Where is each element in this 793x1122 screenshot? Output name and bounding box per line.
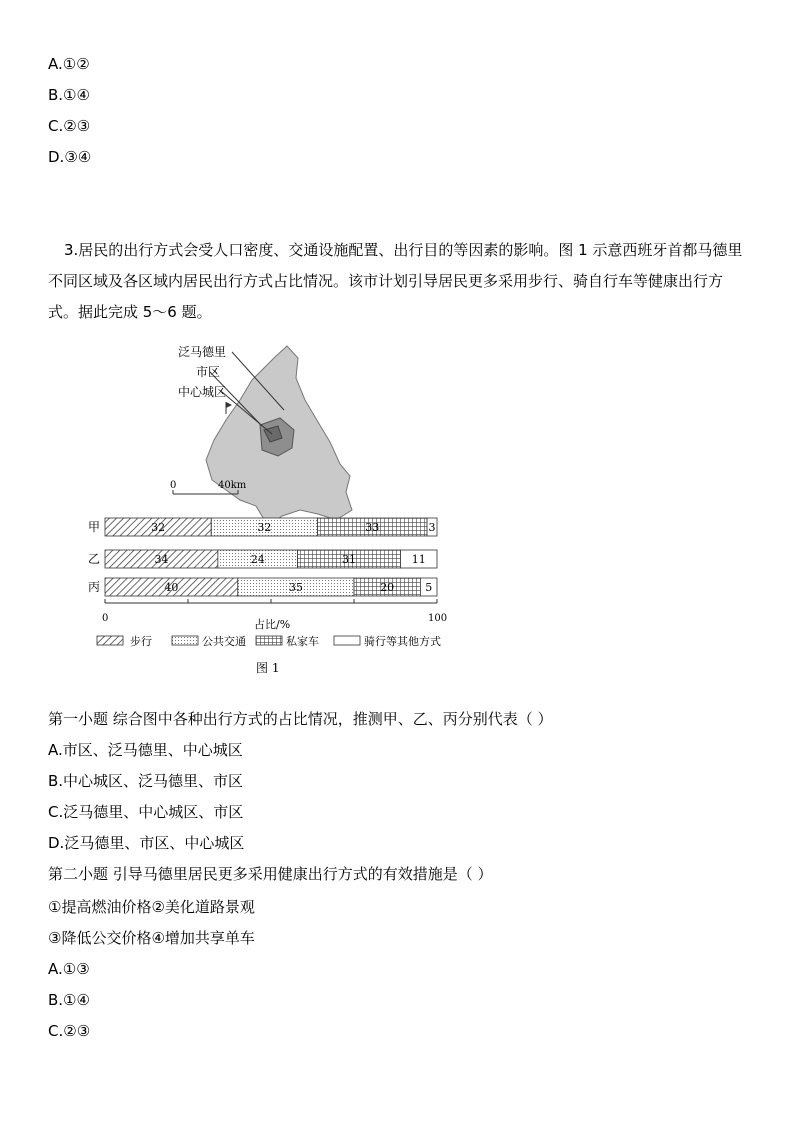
legend-label-bus: 公共交通: [202, 635, 246, 648]
madrid-map: [170, 345, 352, 526]
bar-value-other-1: 11: [411, 553, 426, 566]
x-tick-100: 100: [428, 613, 448, 624]
q2-stem: 第二小题 引导马德里居民更多采用健康出行方式的有效措施是（ ）: [48, 865, 493, 883]
bar-value-other-2: 5: [425, 581, 433, 594]
prev-option-b: B.①④: [48, 86, 90, 104]
prev-option-d: D.③④: [48, 148, 92, 166]
bar-value-car-2: 20: [380, 581, 395, 594]
legend-swatch-bus: [172, 636, 198, 645]
category-label-0: 甲: [88, 520, 101, 534]
q2-option-c: C.②③: [48, 1022, 91, 1040]
q1-option-a: A.市区、泛马德里、中心城区: [48, 741, 243, 759]
figure-caption: 图 1: [256, 661, 280, 675]
figure-1: [0, 330, 793, 690]
bar-value-walk-2: 40: [164, 581, 179, 594]
q1-option-d: D.泛马德里、市区、中心城区: [48, 834, 245, 852]
category-label-2: 丙: [88, 580, 101, 594]
question-intro: 3.居民的出行方式会受人口密度、交通设施配置、出行目的等因素的影响。图 1 示意西班牙首都马德里不同区域及各区域内居民出行方式占比情况。该市计划引导居民更多采用步行、骑自行车等健康出行方式。据此完成 5～6 题。: [48, 241, 743, 321]
bar-value-other-0: 3: [428, 521, 436, 534]
legend: [97, 634, 441, 648]
q1-stem: 第一小题 综合图中各种出行方式的占比情况，推测甲、乙、丙分别代表（ ）: [48, 710, 553, 728]
legend-label-other: 骑行等其他方式: [364, 635, 441, 648]
bar-value-bus-2: 35: [288, 581, 303, 594]
x-axis-label: 占比/%: [254, 618, 291, 631]
scale-label: 40km: [218, 480, 247, 491]
bar-value-bus-0: 32: [257, 521, 272, 534]
q1-option-c: C.泛马德里、中心城区、市区: [48, 803, 244, 821]
stacked-bar-chart: [88, 518, 437, 596]
map-label-center: 中心城区: [178, 385, 227, 399]
legend-swatch-other: [334, 636, 360, 645]
q1-option-b: B.中心城区、泛马德里、市区: [48, 772, 244, 790]
bar-value-walk-0: 32: [151, 521, 166, 534]
bar-value-bus-1: 24: [250, 553, 265, 566]
bar-value-car-0: 33: [365, 521, 380, 534]
legend-swatch-car: [256, 636, 282, 645]
q2-option-a: A.①③: [48, 960, 90, 978]
q2-item-2: ③降低公交价格④增加共享单车: [48, 929, 255, 947]
x-tick-0: 0: [102, 613, 109, 624]
prev-option-c: C.②③: [48, 117, 91, 135]
legend-label-car: 私家车: [286, 635, 319, 648]
bar-value-car-1: 31: [342, 553, 357, 566]
scale-zero: 0: [170, 480, 177, 491]
map-label-greater-madrid: 泛马德里: [178, 345, 227, 359]
q2-item-1: ①提高燃油价格②美化道路景观: [48, 898, 255, 916]
category-label-1: 乙: [88, 552, 101, 566]
prev-option-a: A.①②: [48, 55, 90, 73]
q2-option-b: B.①④: [48, 991, 90, 1009]
bar-value-walk-1: 34: [154, 553, 169, 566]
map-label-city: 市区: [196, 365, 221, 379]
legend-swatch-walk: [97, 636, 123, 645]
legend-label-walk: 步行: [130, 635, 152, 648]
bar-chart-axis: [102, 599, 447, 631]
